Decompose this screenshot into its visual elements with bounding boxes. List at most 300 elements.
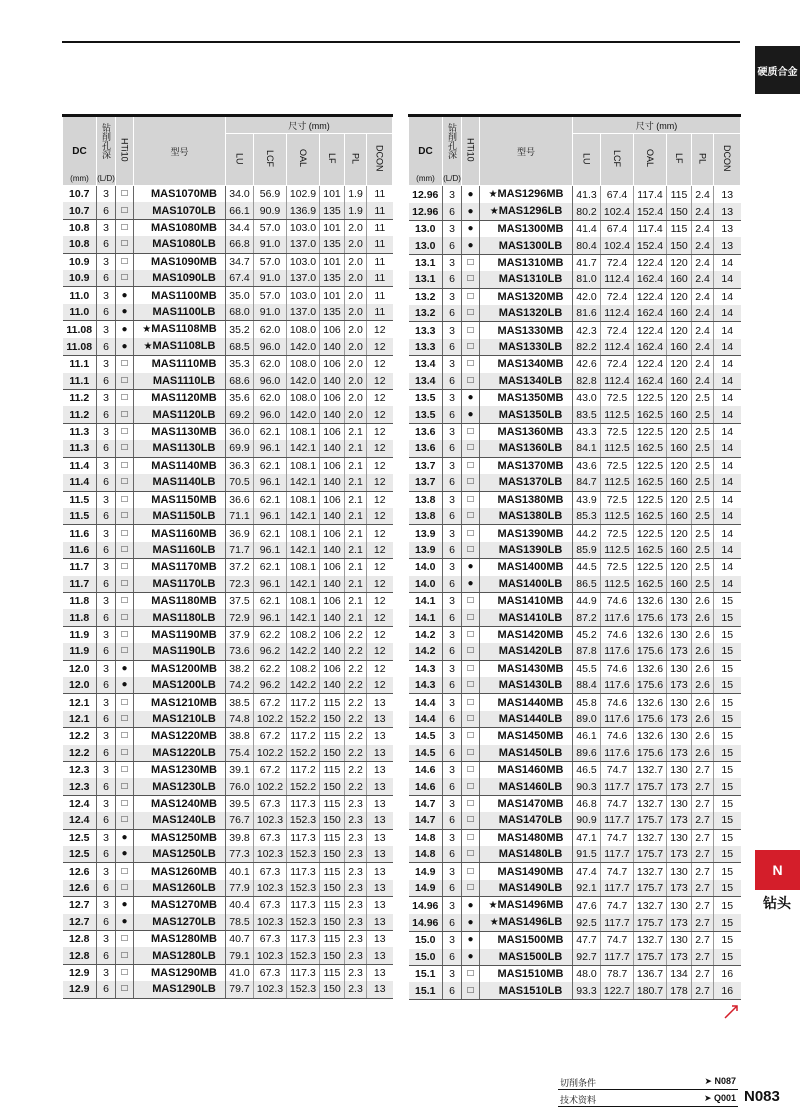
cell-model (134, 694, 226, 711)
cell-oal: 108.1 (287, 457, 320, 474)
cell-lu: 46.1 (573, 728, 601, 745)
cell-dcon: 12 (367, 491, 393, 508)
cell-dcon: 13 (714, 203, 741, 221)
cell-dc: 13.8 (409, 491, 443, 508)
cell-dc: 12.9 (63, 964, 97, 981)
cell-lcf: 96.1 (254, 542, 287, 559)
cell-ld: 6 (97, 981, 116, 998)
cell-dc: 11.2 (63, 406, 97, 423)
cell-ld: 3 (443, 390, 462, 407)
cell-ld: 6 (443, 778, 462, 795)
cell-lcf: 112.5 (601, 542, 634, 559)
model-code: MAS1130MB (151, 426, 217, 439)
cell-dc: 12.96 (409, 203, 443, 221)
header-dims: 尺寸 (mm) (226, 116, 393, 134)
cell-hti10: □ (116, 390, 134, 407)
cell-dc: 11.0 (63, 304, 97, 321)
model-code: MAS1280MB (150, 933, 218, 946)
table-row (63, 981, 393, 998)
table-row (63, 525, 393, 542)
table-row (409, 322, 741, 339)
cell-model (134, 812, 226, 829)
cell-lcf: 62.1 (254, 592, 287, 609)
footer-cutting-conditions[interactable] (558, 1074, 738, 1090)
footer-cutting-ref[interactable]: ➤ N087 (704, 1076, 736, 1086)
header-oal: OAL (287, 134, 320, 186)
cell-hti10: □ (462, 542, 480, 559)
cell-ld: 6 (97, 576, 116, 593)
footer-technical-data[interactable] (558, 1091, 738, 1107)
cell-dc: 11.0 (63, 287, 97, 304)
cell-ld: 3 (97, 829, 116, 846)
table-row (63, 592, 393, 609)
model-code: MAS1440MB (497, 696, 564, 709)
cell-ld: 3 (443, 626, 462, 643)
cell-lf: 173 (667, 778, 692, 795)
model-code: MAS1340LB (498, 374, 563, 387)
cell-lu: 43.3 (573, 423, 601, 440)
section-tab-carbide[interactable]: 硬质合金 (755, 46, 800, 94)
cell-model (134, 626, 226, 643)
cell-lcf: 96.0 (254, 373, 287, 390)
model-code: MAS1190LB (152, 645, 216, 658)
cell-lu: 35.0 (226, 287, 254, 304)
table-row (63, 356, 393, 373)
cell-lcf: 117.7 (601, 812, 634, 829)
cell-ld: 3 (443, 423, 462, 440)
cell-lu: 37.2 (226, 559, 254, 576)
cell-model (134, 981, 226, 998)
cell-hti10: □ (462, 829, 480, 846)
cell-ld: 3 (443, 829, 462, 846)
table-row (409, 932, 741, 949)
cell-ld: 6 (97, 440, 116, 457)
cell-lu: 89.6 (573, 745, 601, 762)
cell-ld: 3 (97, 186, 116, 203)
cell-dc: 13.0 (409, 237, 443, 254)
header-lcf: LCF (254, 134, 287, 186)
cell-pl: 2.5 (692, 491, 714, 508)
cell-pl: 2.7 (692, 863, 714, 880)
cell-pl: 2.5 (692, 525, 714, 542)
cell-dc: 11.3 (63, 423, 97, 440)
cell-model (134, 304, 226, 321)
cell-dc: 13.9 (409, 525, 443, 542)
cell-model (480, 339, 573, 356)
cell-oal: 142.1 (287, 576, 320, 593)
model-code: MAS1070MB (150, 188, 218, 201)
cell-dc: 11.5 (63, 491, 97, 508)
cell-model (134, 270, 226, 287)
cell-lcf: 67.3 (254, 931, 287, 948)
cell-pl: 2.3 (345, 829, 367, 846)
cell-lf: 115 (320, 762, 345, 779)
cell-oal: 162.4 (634, 305, 667, 322)
table-row (63, 253, 393, 270)
cell-hti10: ● (116, 914, 134, 931)
cell-ld: 3 (97, 559, 116, 576)
cell-pl: 2.7 (692, 932, 714, 949)
cell-lcf: 74.6 (601, 660, 634, 677)
table-row (63, 440, 393, 457)
model-code: MAS1220MB (150, 730, 218, 743)
cell-lcf: 62.1 (254, 559, 287, 576)
cell-lcf: 56.9 (254, 186, 287, 203)
cell-pl: 2.2 (345, 677, 367, 694)
footer-cutting-label: 切削条件 (560, 1079, 597, 1089)
cell-oal: 108.0 (287, 390, 320, 407)
cell-hti10: □ (116, 964, 134, 981)
cell-lu: 46.8 (573, 795, 601, 812)
cell-lcf: 112.4 (601, 339, 634, 356)
cell-dc: 13.0 (409, 221, 443, 238)
table-row (63, 321, 393, 339)
cell-lf: 115 (320, 931, 345, 948)
table-row (409, 949, 741, 966)
model-code: MAS1140LB (152, 476, 216, 489)
cell-hti10: □ (116, 525, 134, 542)
table-row (409, 778, 741, 795)
cell-pl: 2.1 (345, 576, 367, 593)
cell-dcon: 15 (714, 846, 741, 863)
cell-lf: 115 (320, 897, 345, 914)
cell-lcf: 67.3 (254, 795, 287, 812)
cell-dc: 14.4 (409, 711, 443, 728)
cell-pl: 2.5 (692, 406, 714, 423)
cell-model (134, 253, 226, 270)
cell-oal: 122.5 (634, 491, 667, 508)
cell-oal: 132.6 (634, 660, 667, 677)
cell-lf: 160 (667, 406, 692, 423)
table-row (63, 863, 393, 880)
cell-lf: 140 (320, 609, 345, 626)
table-row (63, 270, 393, 287)
model-code: MAS1450MB (497, 730, 564, 743)
table-row (409, 221, 741, 238)
cell-lf: 106 (320, 626, 345, 643)
cell-pl: 2.1 (345, 609, 367, 626)
new-item-star-icon: ★ (489, 917, 499, 929)
cell-lu: 37.5 (226, 592, 254, 609)
cell-dcon: 14 (714, 322, 741, 339)
cell-lf: 130 (667, 863, 692, 880)
cell-dcon: 15 (714, 626, 741, 643)
cell-ld: 3 (97, 253, 116, 270)
cell-lf: 135 (320, 304, 345, 321)
cell-dc: 14.8 (409, 829, 443, 846)
cell-lf: 160 (667, 440, 692, 457)
cell-ld: 6 (97, 812, 116, 829)
cell-lcf: 117.6 (601, 711, 634, 728)
cell-oal: 175.6 (634, 677, 667, 694)
cell-lf: 115 (320, 728, 345, 745)
cell-oal: 152.2 (287, 745, 320, 762)
table-row (63, 338, 393, 356)
cell-dcon: 13 (367, 694, 393, 711)
footer-tech-ref[interactable]: ➤ Q001 (703, 1093, 736, 1103)
cell-pl: 2.7 (692, 795, 714, 812)
model-code: MAS1110MB (151, 358, 217, 371)
cell-lf: 140 (320, 440, 345, 457)
cell-lu: 90.9 (573, 812, 601, 829)
cell-lcf: 96.1 (254, 474, 287, 491)
cell-dcon: 15 (714, 880, 741, 897)
cell-dcon: 11 (367, 186, 393, 203)
cell-oal: 162.5 (634, 542, 667, 559)
cell-lu: 85.3 (573, 508, 601, 525)
cell-pl: 2.1 (345, 525, 367, 542)
model-code: MAS1460MB (497, 764, 564, 777)
cell-dc: 14.5 (409, 745, 443, 762)
cell-lu: 87.8 (573, 643, 601, 660)
cell-dcon: 13 (367, 964, 393, 981)
cell-lcf: 62.0 (254, 321, 287, 339)
cell-dcon: 14 (714, 559, 741, 576)
cell-lf: 150 (320, 947, 345, 964)
cell-ld: 3 (97, 219, 116, 236)
table-row (409, 373, 741, 390)
cell-ld: 6 (97, 609, 116, 626)
cell-ld: 3 (97, 525, 116, 542)
cell-dcon: 14 (714, 525, 741, 542)
model-code: MAS1500MB (497, 934, 564, 947)
cell-dcon: 11 (367, 219, 393, 236)
cell-pl: 2.6 (692, 626, 714, 643)
cell-dcon: 15 (714, 863, 741, 880)
cell-hti10: □ (116, 542, 134, 559)
model-code: MAS1410MB (497, 595, 564, 608)
cell-lu: 42.0 (573, 288, 601, 305)
cell-model (480, 440, 573, 457)
cell-lf: 130 (667, 660, 692, 677)
cell-dc: 12.7 (63, 897, 97, 914)
cell-ld: 3 (443, 932, 462, 949)
cell-dc: 11.9 (63, 626, 97, 643)
cell-pl: 2.3 (345, 846, 367, 863)
cell-hti10: ● (116, 338, 134, 356)
cell-lu: 34.4 (226, 219, 254, 236)
cell-dcon: 12 (367, 474, 393, 491)
cell-dc: 11.2 (63, 390, 97, 407)
cell-oal: 103.0 (287, 253, 320, 270)
cell-model (134, 287, 226, 304)
cell-lf: 120 (667, 322, 692, 339)
table-row (409, 339, 741, 356)
cell-lf: 160 (667, 339, 692, 356)
cell-lu: 92.5 (573, 914, 601, 932)
model-code: MAS1410LB (498, 611, 563, 624)
cell-lf: 135 (320, 202, 345, 219)
cell-dc: 12.1 (63, 694, 97, 711)
cell-lf: 160 (667, 576, 692, 593)
cell-lu: 74.2 (226, 677, 254, 694)
cell-lf: 115 (320, 863, 345, 880)
table-row (63, 304, 393, 321)
model-code: MAS1460LB (498, 780, 563, 793)
cell-model (134, 660, 226, 677)
cell-dcon: 12 (367, 338, 393, 356)
cell-lf: 140 (320, 373, 345, 390)
cell-lcf: 74.6 (601, 592, 634, 609)
cell-model (480, 677, 573, 694)
cell-dcon: 13 (367, 745, 393, 762)
model-code: MAS1370MB (497, 459, 564, 472)
cell-lf: 130 (667, 795, 692, 812)
cell-hti10: □ (462, 795, 480, 812)
cell-dc: 12.7 (63, 914, 97, 931)
cell-oal: 152.2 (287, 711, 320, 728)
cell-pl: 2.6 (692, 745, 714, 762)
model-code: MAS1100LB (152, 306, 216, 319)
cell-ld: 3 (97, 592, 116, 609)
cell-lu: 89.0 (573, 711, 601, 728)
cell-lu: 45.2 (573, 626, 601, 643)
cell-lcf: 112.5 (601, 440, 634, 457)
table-row (63, 474, 393, 491)
cell-dcon: 12 (367, 373, 393, 390)
model-code: MAS1220LB (152, 746, 216, 759)
cell-dc: 14.0 (409, 576, 443, 593)
cell-dcon: 12 (367, 542, 393, 559)
cell-lcf: 67.3 (254, 897, 287, 914)
cell-lcf: 72.4 (601, 254, 634, 271)
cell-ld: 6 (443, 203, 462, 221)
cell-hti10: □ (462, 609, 480, 626)
table-row (63, 287, 393, 304)
cell-oal: 108.2 (287, 626, 320, 643)
model-code: MAS1430LB (498, 679, 563, 692)
header-pl: PL (692, 134, 714, 186)
cell-ld: 6 (97, 270, 116, 287)
cell-oal: 175.7 (634, 914, 667, 932)
cell-oal: 152.2 (287, 778, 320, 795)
cell-model (480, 406, 573, 423)
cell-oal: 175.6 (634, 643, 667, 660)
cell-oal: 162.5 (634, 474, 667, 491)
cell-dcon: 13 (367, 947, 393, 964)
cell-oal: 108.1 (287, 491, 320, 508)
model-code: MAS1180MB (151, 595, 217, 608)
cell-model (134, 321, 226, 339)
table-row (63, 457, 393, 474)
cell-dc: 10.8 (63, 236, 97, 253)
cell-lcf: 74.6 (601, 728, 634, 745)
cell-dcon: 14 (714, 491, 741, 508)
cell-ld: 6 (443, 508, 462, 525)
cell-dc: 12.8 (63, 947, 97, 964)
cell-lcf: 102.2 (254, 711, 287, 728)
cell-lcf: 91.0 (254, 236, 287, 253)
cell-lcf: 74.6 (601, 626, 634, 643)
cell-lf: 130 (667, 592, 692, 609)
cell-dc: 12.3 (63, 762, 97, 779)
table-row (63, 931, 393, 948)
cell-oal: 117.3 (287, 863, 320, 880)
cell-dc: 11.08 (63, 321, 97, 339)
cell-hti10: □ (462, 474, 480, 491)
header-lf: LF (320, 134, 345, 186)
cell-ld: 6 (97, 508, 116, 525)
cell-dc: 12.4 (63, 795, 97, 812)
cell-dc: 12.5 (63, 846, 97, 863)
cell-lf: 173 (667, 880, 692, 897)
table-row (63, 660, 393, 677)
cell-dc: 12.96 (409, 186, 443, 204)
cell-model (134, 914, 226, 931)
cell-dcon: 13 (367, 880, 393, 897)
cell-oal: 175.7 (634, 778, 667, 795)
table-row (409, 390, 741, 407)
cell-lu: 37.9 (226, 626, 254, 643)
cell-oal: 175.6 (634, 609, 667, 626)
cell-dc: 12.4 (63, 812, 97, 829)
cell-model (480, 914, 573, 932)
cell-dc: 14.2 (409, 643, 443, 660)
cell-lcf: 96.2 (254, 643, 287, 660)
cell-lcf: 117.6 (601, 677, 634, 694)
cell-lcf: 102.3 (254, 846, 287, 863)
cell-ld: 6 (97, 202, 116, 219)
cell-lf: 150 (320, 745, 345, 762)
cell-lf: 120 (667, 254, 692, 271)
cell-lu: 48.0 (573, 966, 601, 983)
model-code: MAS1380LB (498, 510, 563, 523)
model-code: MAS1170LB (152, 577, 216, 590)
cell-ld: 3 (97, 491, 116, 508)
cell-model (480, 694, 573, 711)
cell-dc: 11.4 (63, 474, 97, 491)
table-row (409, 474, 741, 491)
cell-ld: 6 (443, 914, 462, 932)
cell-lu: 44.9 (573, 592, 601, 609)
cell-dc: 13.3 (409, 339, 443, 356)
cell-lu: 82.2 (573, 339, 601, 356)
cell-lu: 66.8 (226, 236, 254, 253)
cell-lu: 40.1 (226, 863, 254, 880)
cell-lu: 47.7 (573, 932, 601, 949)
cell-lu: 44.5 (573, 559, 601, 576)
section-tab-label: 钻头 (763, 896, 791, 912)
table-row (409, 305, 741, 322)
cell-lcf: 96.2 (254, 677, 287, 694)
cell-dc: 14.4 (409, 694, 443, 711)
cell-pl: 1.9 (345, 202, 367, 219)
cell-lf: 150 (320, 778, 345, 795)
cell-ld: 6 (443, 406, 462, 423)
cell-lu: 35.6 (226, 390, 254, 407)
cell-hti10: □ (462, 728, 480, 745)
table-row (63, 846, 393, 863)
table-row (63, 390, 393, 407)
cell-dcon: 12 (367, 609, 393, 626)
cell-model (480, 237, 573, 254)
cell-pl: 2.6 (692, 694, 714, 711)
cell-pl: 2.4 (692, 221, 714, 238)
cell-dc: 12.1 (63, 711, 97, 728)
cell-pl: 2.7 (692, 949, 714, 966)
table-row (409, 846, 741, 863)
table-row (63, 880, 393, 897)
cell-lcf: 67.3 (254, 964, 287, 981)
cell-oal: 108.0 (287, 356, 320, 373)
cell-hti10: ● (462, 932, 480, 949)
cell-pl: 2.0 (345, 253, 367, 270)
section-tab-letter[interactable]: N (755, 850, 800, 890)
cell-lf: 173 (667, 677, 692, 694)
cell-lcf: 72.4 (601, 356, 634, 373)
cell-dcon: 15 (714, 745, 741, 762)
cell-pl: 2.3 (345, 914, 367, 931)
